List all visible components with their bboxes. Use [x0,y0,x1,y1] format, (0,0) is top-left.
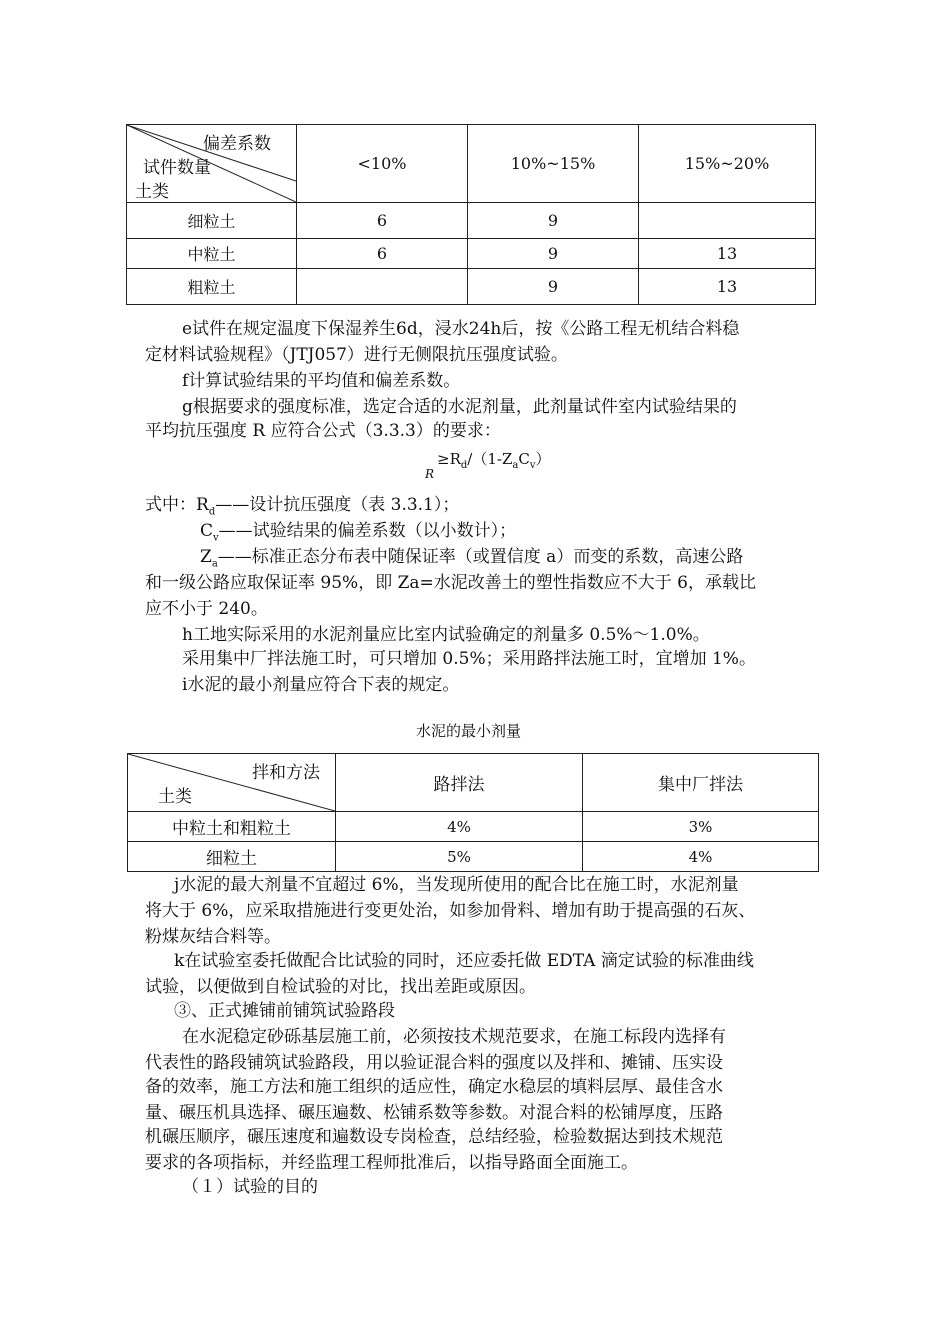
diagonal-header-cell [128,754,336,812]
diag-top-label: 偏差系数 [203,134,271,154]
deviation-table [126,124,816,305]
subheading-1: （１）试验的目的 [182,1177,318,1197]
formula-sub-d: d [460,460,468,471]
value-cell [297,269,468,305]
value-cell: 6 [297,203,468,239]
table2-caption: 水泥的最小剂量 [416,722,522,740]
para-e-line2: 定材料试验规程》（JTJ057）进行无侧限抗压强度试验。 [145,345,568,365]
where-cv-sub: v [213,532,219,544]
diag-bottom-label: 土类 [135,182,169,202]
diagonal-header-cell [127,125,297,203]
where-line4: 和一级公路应取保证率 95%，即 Za=水泥改善土的塑性指数应不大于 6，承载比 [145,573,757,593]
value-cell: 9 [468,269,639,305]
soil-cell: 细粒土 [128,842,336,872]
para-g-line2: 平均抗压强度 R 应符合公式（3.3.3）的要求： [145,421,501,441]
value-cell [639,203,816,239]
soil-cell: 粗粒土 [127,269,297,305]
body-line6: 要求的各项指标，并经监理工程师批准后，以指导路面全面施工。 [145,1153,638,1173]
section-heading-3: ③、正式摊铺前铺筑试验路段 [174,1001,395,1021]
formula-sub-v: v [529,460,536,471]
where-za-desc: ——标准正态分布表中随保证率（或置信度 a）而变的系数，高速公路 [217,547,744,567]
formula-sub-a: a [512,460,519,471]
formula [437,448,551,471]
formula-c: C [518,450,530,468]
value-cell: 4% [583,842,819,872]
where-za-sub: a [211,558,218,570]
where-cv: C [200,521,214,541]
formula-end: ） [535,450,551,468]
para-h-line1: h工地实际采用的水泥剂量应比室内试验确定的剂量多 0.5%～1.0%。 [182,625,710,645]
col-header: 路拌法 [336,754,583,812]
table-row [128,842,819,872]
formula-r-bar: R [425,467,435,481]
body-line5: 机碾压顺序，碾压速度和遍数设专岗检查，总结经验，检验数据达到技术规范 [145,1127,723,1147]
where-rd-desc: ——设计抗压强度（表 3.3.1）； [215,495,460,515]
value-cell: 9 [468,203,639,239]
para-k-line2: 试验，以便做到自检试验的对比，找出差距或原因。 [145,977,536,997]
table-row [127,239,816,269]
where-za: Z [200,547,212,567]
value-cell: 3% [583,812,819,842]
para-j-line1: j水泥的最大剂量不宜超过 6%，当发现所使用的配合比在施工时，水泥剂量 [174,875,739,895]
para-g-line1: g根据要求的强度标准，选定合适的水泥剂量，此剂量试件室内试验结果的 [182,397,737,417]
para-j-line2: 将大于 6%，应采取措施进行变更处治，如参加骨料、增加有助于提高强的石灰、 [145,901,756,921]
value-cell: 9 [468,239,639,269]
body-line3: 备的效率，施工方法和施工组织的适应性，确定水稳层的填料层厚、最佳含水 [145,1077,723,1097]
formula-mid: /（1-Z [467,450,513,468]
value-cell: 13 [639,269,816,305]
col-header: 集中厂拌法 [583,754,819,812]
where-line5: 应不小于 240。 [145,599,268,619]
diag-top-label: 拌和方法 [252,763,320,783]
table-row [127,203,816,239]
table-row [128,812,819,842]
para-e-line1: e试件在规定温度下保湿养生6d，浸水24h后，按《公路工程无机结合料稳 [182,319,740,339]
para-j-line3: 粉煤灰结合料等。 [145,927,281,947]
soil-cell: 细粒土 [127,203,297,239]
value-cell: 13 [639,239,816,269]
soil-cell: 中粒土 [127,239,297,269]
value-cell: 5% [336,842,583,872]
para-i: i水泥的最小剂量应符合下表的规定。 [182,675,460,695]
para-f: f计算试验结果的平均值和偏差系数。 [182,371,461,391]
formula-lead: ≥R [437,450,461,468]
para-h-line2: 采用集中厂拌法施工时，可只增加 0.5%；采用路拌法施工时，宜增加 1%。 [182,649,756,669]
diag-bottom-label: 土类 [158,787,192,807]
body-line2: 代表性的路段铺筑试验路段，用以验证混合料的强度以及拌和、摊铺、压实设 [145,1053,723,1073]
where-rd-sub: d [208,506,216,518]
value-cell: 4% [336,812,583,842]
where-rd: 式中：R [145,495,209,515]
diag-middle-label: 试件数量 [143,158,211,178]
soil-cell: 中粒土和粗粒土 [128,812,336,842]
min-cement-table [127,753,819,872]
body-line4: 量、碾压机具选择、碾压遍数、松铺系数等参数。对混合料的松铺厚度，压路 [145,1103,723,1123]
para-k-line1: k在试验室委托做配合比试验的同时，还应委托做 EDTA 滴定试验的标准曲线 [174,951,754,971]
col-header: <10% [297,125,468,203]
col-header: 10%~15% [468,125,639,203]
col-header: 15%~20% [639,125,816,203]
table-row [127,269,816,305]
value-cell: 6 [297,239,468,269]
body-line1: 在水泥稳定砂砾基层施工前，必须按技术规范要求，在施工标段内选择有 [182,1027,726,1047]
where-cv-desc: ——试验结果的偏差系数（以小数计）； [218,521,517,541]
